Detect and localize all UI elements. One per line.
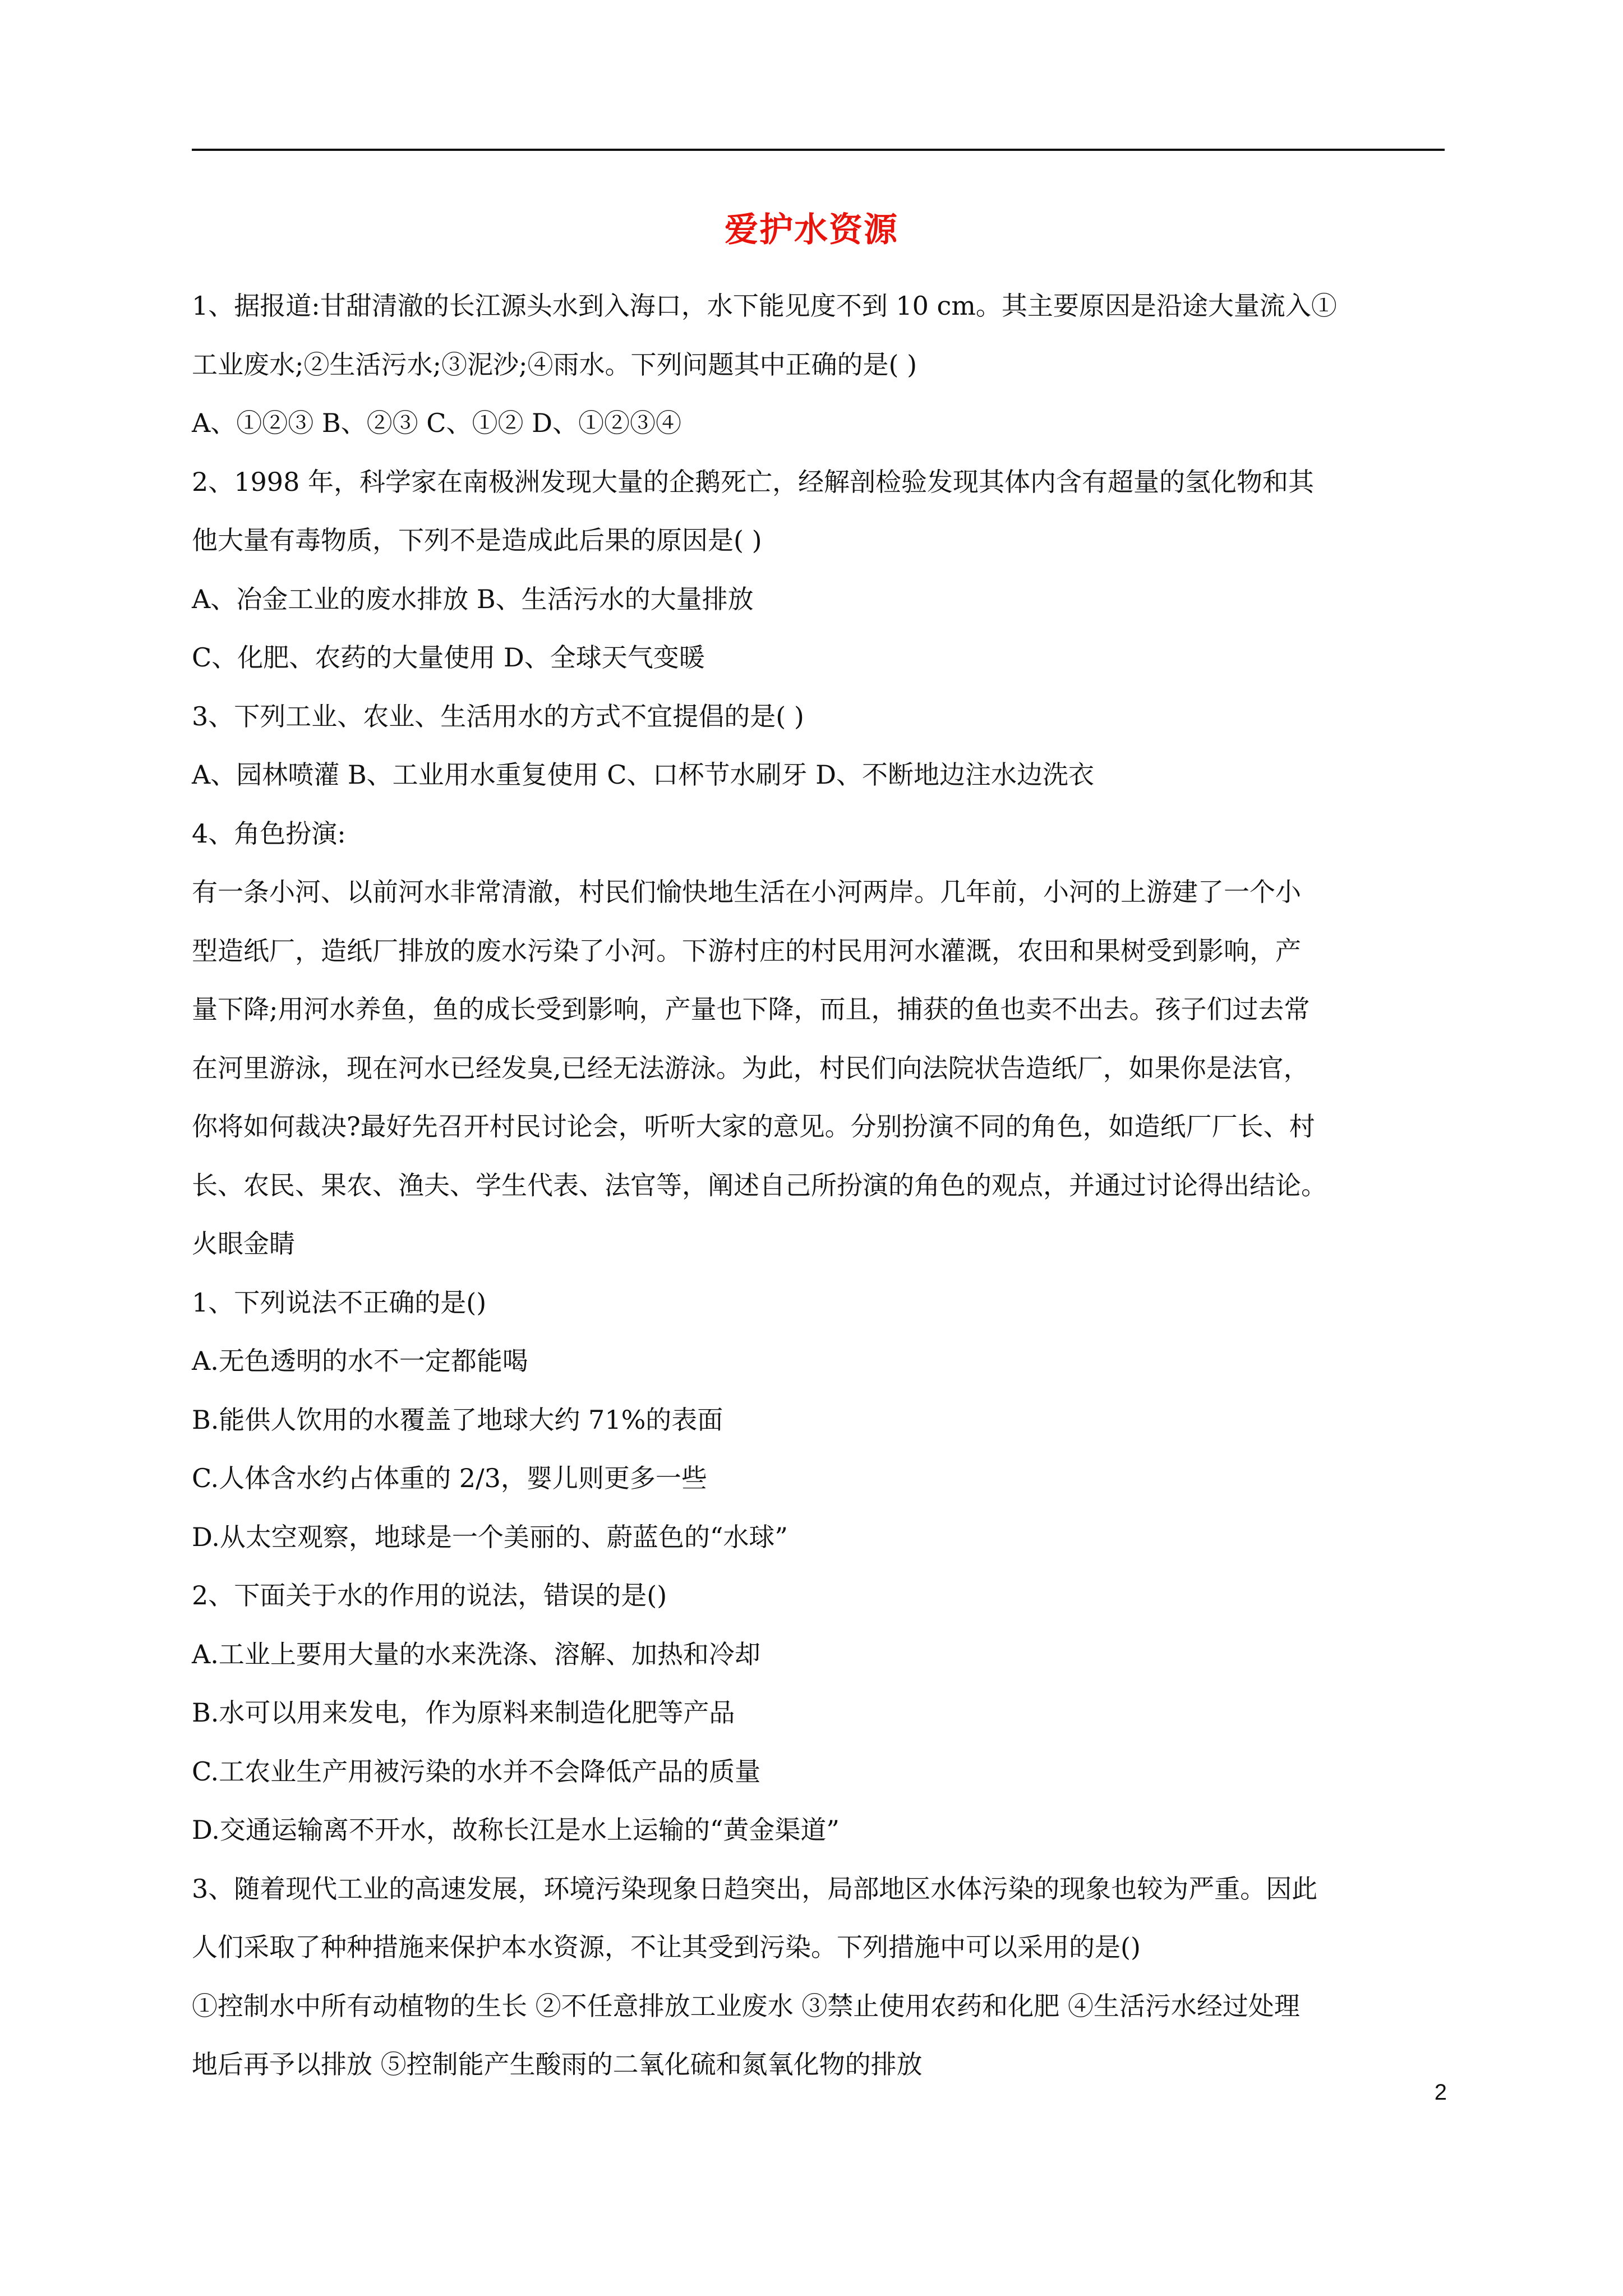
text-line: 3、随着现代工业的高速发展，环境污染现象日趋突出，局部地区水体污染的现象也较为严重。因此 — [192, 1873, 1318, 1904]
section-heading: 火眼金睛 — [192, 1228, 295, 1259]
text-line: B.水可以用来发电，作为原料来制造化肥等产品 — [192, 1697, 735, 1728]
page-number: 2 — [1434, 2080, 1447, 2105]
document-body — [192, 277, 1448, 2094]
text-line: 2、下面关于水的作用的说法，错误的是() — [192, 1580, 667, 1611]
text-line: B.能供人饮用的水覆盖了地球大约 71%的表面 — [192, 1404, 723, 1435]
text-line: 1、下列说法不正确的是() — [192, 1287, 487, 1318]
text-line: A、园林喷灌 B、工业用水重复使用 C、口杯节水刷牙 D、不断地边注水边洗衣 — [192, 760, 1094, 790]
text-line: A.无色透明的水不一定都能喝 — [192, 1346, 528, 1376]
document-title: 爱护水资源 — [725, 210, 898, 250]
text-line: 地后再予以排放 ⑤控制能产生酸雨的二氧化硫和氮氧化物的排放 — [192, 2049, 923, 2079]
text-line: A、①②③ B、②③ C、①② D、①②③④ — [192, 408, 681, 438]
text-line: ①控制水中所有动植物的生长 ②不任意排放工业废水 ③禁止使用农药和化肥 ④生活污水经过处理 — [192, 1990, 1300, 2021]
text-line: 量下降;用河水养鱼，鱼的成长受到影响，产量也下降，而且，捕获的鱼也卖不出去。孩子们过去常 — [192, 994, 1310, 1024]
text-line: 3、下列工业、农业、生活用水的方式不宜提倡的是( ) — [192, 701, 804, 731]
text-line: 工业废水;②生活污水;③泥沙;④雨水。下列问题其中正确的是( ) — [192, 349, 917, 380]
header-rule — [192, 149, 1445, 151]
text-line: C.工农业生产用被污染的水并不会降低产品的质量 — [192, 1756, 761, 1787]
text-line: 在河里游泳，现在河水已经发臭,已经无法游泳。为此，村民们向法院状告造纸厂，如果你是法官， — [192, 1052, 1310, 1083]
text-line: 型造纸厂，造纸厂排放的废水污染了小河。下游村庄的村民用河水灌溉，农田和果树受到影响，产 — [192, 935, 1301, 966]
text-line: 2、1998 年，科学家在南极洲发现大量的企鹅死亡，经解剖检验发现其体内含有超量的氢化物和其 — [192, 466, 1314, 497]
text-line: 人们采取了种种措施来保护本水资源，不让其受到污染。下列措施中可以采用的是() — [192, 1932, 1141, 1962]
text-line: C.人体含水约占体重的 2/3，婴儿则更多一些 — [192, 1463, 707, 1493]
text-line: A、冶金工业的废水排放 B、生活污水的大量排放 — [192, 583, 754, 614]
text-line: 长、农民、果农、渔夫、学生代表、法官等，阐述自己所扮演的角色的观点，并通过讨论得出结论。 — [192, 1170, 1327, 1200]
text-line: D.从太空观察，地球是一个美丽的、蔚蓝色的“水球” — [192, 1521, 788, 1552]
text-line: D.交通运输离不开水，故称长江是水上运输的“黄金渠道” — [192, 1815, 840, 1845]
text-line: C、化肥、农药的大量使用 D、全球天气变暖 — [192, 642, 705, 673]
text-line: A.工业上要用大量的水来洗涤、溶解、加热和冷却 — [192, 1639, 760, 1669]
text-line: 1、据报道:甘甜清澈的长江源头水到入海口，水下能见度不到 10 cm。其主要原因是沿途大量流入① — [192, 291, 1337, 321]
text-line: 他大量有毒物质，下列不是造成此后果的原因是( ) — [192, 525, 762, 555]
text-line: 你将如何裁决?最好先召开村民讨论会，听听大家的意见。分别扮演不同的角色，如造纸厂厂长、村 — [192, 1111, 1315, 1142]
text-line: 4、角色扮演: — [192, 818, 346, 849]
text-line: 有一条小河、以前河水非常清澈，村民们愉快地生活在小河两岸。几年前，小河的上游建了一个小 — [192, 877, 1301, 907]
